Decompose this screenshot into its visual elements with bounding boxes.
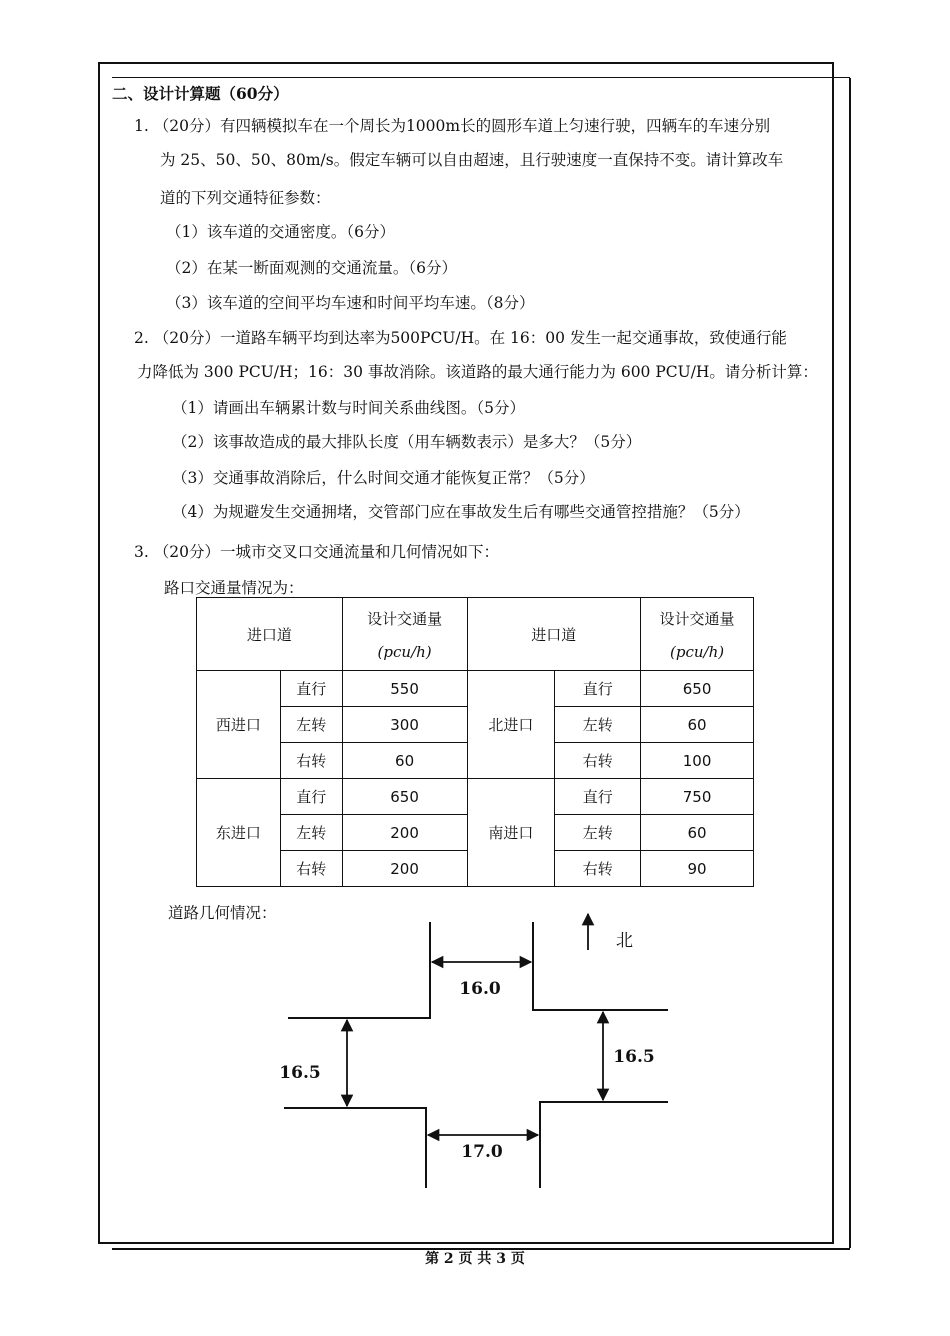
movement-cell: 右转: [555, 743, 641, 779]
movement-cell: 左转: [555, 815, 641, 851]
volume-cell: 60: [342, 743, 467, 779]
approach-south: 南进口: [467, 779, 555, 887]
road-edge-nw: [288, 922, 430, 1018]
east-width-label: 16.5: [613, 1047, 655, 1067]
approach-west: 西进口: [197, 671, 281, 779]
header-unit-label: (pcu/h): [377, 642, 432, 661]
header-volume-label: 设计交通量: [659, 609, 735, 628]
q2-sub-3: （3）交通事故消除后，什么时间交通才能恢复正常？（5分）: [172, 469, 595, 487]
road-edge-se: [540, 1102, 668, 1188]
movement-cell: 左转: [280, 815, 342, 851]
north-width-label: 16.0: [459, 979, 501, 999]
movement-cell: 直行: [555, 671, 641, 707]
header-approach-right: 进口道: [467, 598, 641, 671]
header-volume-label: 设计交通量: [367, 609, 443, 628]
q1-sub-3: （3）该车道的空间平均车速和时间平均车速。（8分）: [166, 294, 535, 312]
movement-cell: 左转: [280, 707, 342, 743]
section-title: 二、设计计算题（60分）: [112, 84, 289, 103]
q1-sub-1: （1）该车道的交通密度。（6分）: [166, 223, 395, 241]
movement-cell: 直行: [280, 671, 342, 707]
volume-cell: 200: [342, 851, 467, 887]
volume-cell: 550: [342, 671, 467, 707]
west-width-label: 16.5: [279, 1063, 321, 1083]
movement-cell: 直行: [280, 779, 342, 815]
q1-text-line-2: 为 25、50、50、80m/s。假定车辆可以自由超速，且行驶速度一直保持不变。请计算改车: [160, 151, 784, 169]
approach-east: 东进口: [197, 779, 281, 887]
q1-sub-2: （2）在某一断面观测的交通流量。（6分）: [166, 259, 457, 277]
header-approach-left: 进口道: [197, 598, 343, 671]
q1-text-line-1: 1. （20分）有四辆模拟车在一个周长为1000m长的圆形车道上匀速行驶，四辆车的车速分别: [134, 117, 771, 135]
road-edge-ne: [533, 922, 668, 1010]
page-footer: 第 2 页 共 3 页: [425, 1251, 525, 1267]
movement-cell: 右转: [280, 851, 342, 887]
approach-north: 北进口: [467, 671, 555, 779]
header-volume-left: [342, 598, 467, 671]
volume-cell: 60: [641, 815, 754, 851]
intersection-diagram: [270, 900, 690, 1200]
north-label: 北: [616, 931, 633, 951]
q2-text-line-1: 2. （20分）一道路车辆平均到达率为500PCU/H。在 16：00 发生一起交通事故，致使通行能: [134, 329, 787, 347]
geometry-label: 道路几何情况：: [168, 904, 277, 922]
movement-cell: 右转: [280, 743, 342, 779]
movement-cell: 直行: [555, 779, 641, 815]
q3-text-line-1: 3. （20分）一城市交叉口交通流量和几何情况如下：: [134, 543, 499, 561]
border-line-right: [849, 78, 851, 1248]
volume-cell: 650: [342, 779, 467, 815]
volume-cell: 60: [641, 707, 754, 743]
volume-cell: 750: [641, 779, 754, 815]
table-header-row: [197, 598, 754, 671]
q2-sub-2: （2）该事故造成的最大排队长度（用车辆数表示）是多大？（5分）: [172, 433, 642, 451]
border-line-top: [112, 77, 850, 78]
q2-sub-4: （4）为规避发生交通拥堵，交管部门应在事故发生后有哪些交通管控措施？（5分）: [172, 503, 750, 521]
q3-table-caption: 路口交通量情况为：: [164, 579, 304, 597]
volume-cell: 100: [641, 743, 754, 779]
volume-cell: 90: [641, 851, 754, 887]
road-edge-sw: [284, 1108, 426, 1188]
q2-sub-1: （1）请画出车辆累计数与时间关系曲线图。（5分）: [172, 399, 525, 417]
q1-text-line-3: 道的下列交通特征参数：: [160, 189, 331, 207]
movement-cell: 左转: [555, 707, 641, 743]
traffic-volume-table: [196, 597, 754, 887]
table-row: [197, 671, 754, 707]
volume-cell: 200: [342, 815, 467, 851]
table-row: [197, 779, 754, 815]
volume-cell: 300: [342, 707, 467, 743]
q2-text-line-2: 力降低为 300 PCU/H；16：30 事故消除。该道路的最大通行能力为 600 PCU/H。请分析计算：: [137, 363, 818, 381]
volume-cell: 650: [641, 671, 754, 707]
movement-cell: 右转: [555, 851, 641, 887]
header-unit-label: (pcu/h): [670, 642, 725, 661]
south-width-label: 17.0: [461, 1142, 503, 1162]
header-volume-right: [641, 598, 754, 671]
